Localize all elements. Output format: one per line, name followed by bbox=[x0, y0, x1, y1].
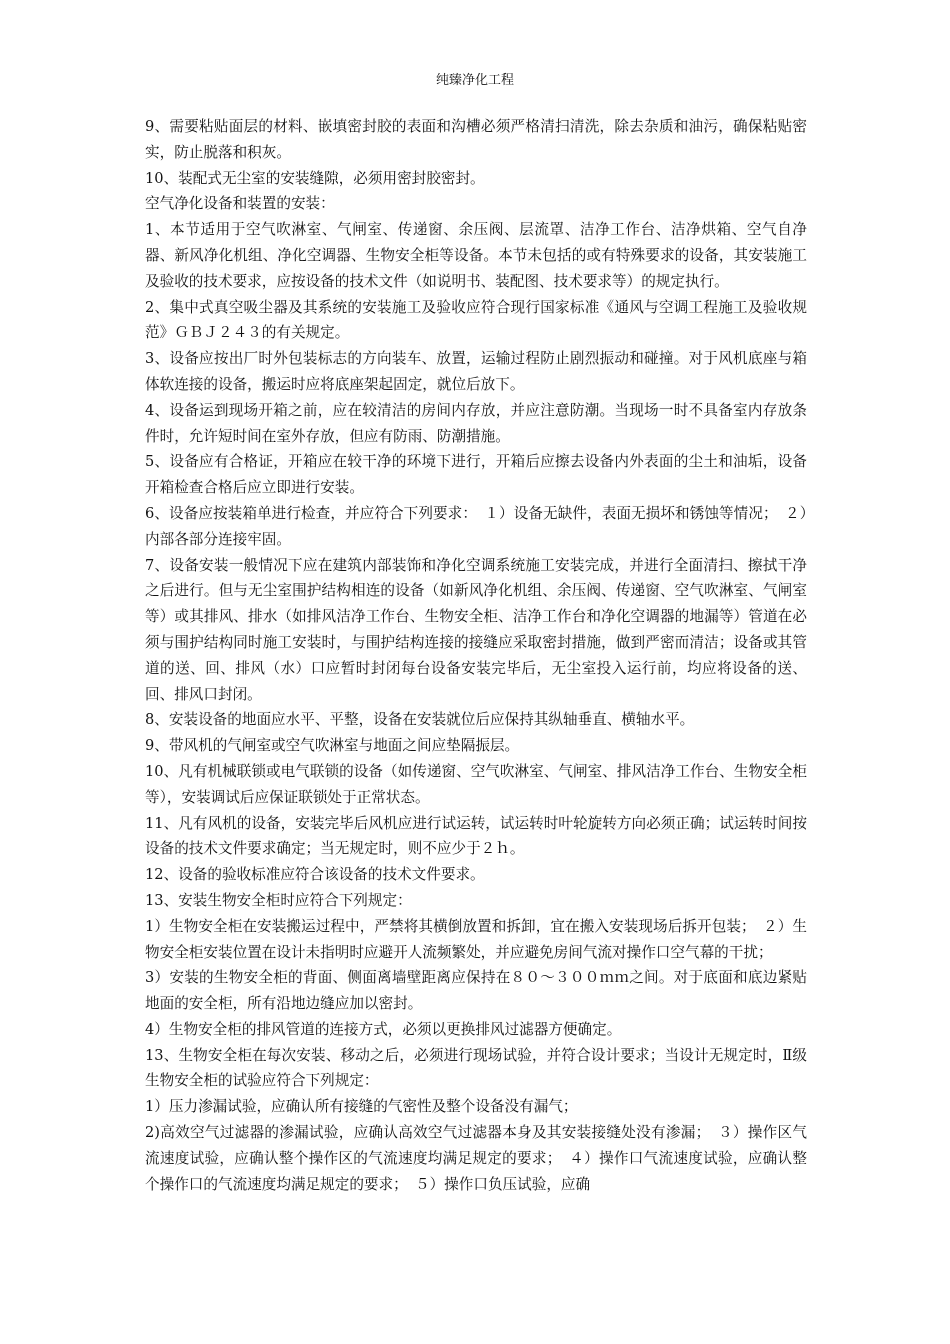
paragraph: 9、带风机的气闸室或空气吹淋室与地面之间应垫隔振层。 bbox=[145, 737, 520, 755]
paragraph: 11、凡有风机的设备，安装完毕后风机应进行试运转，试运转时叶轮旋转方向必须正确；试运转时间按设备的技术文件要求确定；当无规定时，则不应少于２ｈ。 bbox=[145, 814, 807, 858]
paragraph: 7、设备安装一般情况下应在建筑内部装饰和净化空调系统施工安装完成，并进行全面清扫、擦拭干净之后进行。但与无尘室围护结构相连的设备（如新风净化机组、余压阀、传递窗、空气吹淋室、气闸室等）或其排风、排水（如排风洁净工作台、生物安全柜、洁净工作台和净化空调器的地漏等）管道在必须与围护结构同时施工安装时，与围护结构连接的接缝应采取密封措施，做到严密而清洁；设备或其管道的送、回、排风（水）口应暂时封闭每台设备安装完毕后，无尘室投入运行前，均应将设备的送、回、排风口封闭。 bbox=[145, 556, 807, 703]
paragraph: 4、设备运到现场开箱之前，应在较清洁的房间内存放，并应注意防潮。当现场一时不具备室内存放条件时，允许短时间在室外存放，但应有防雨、防潮措施。 bbox=[145, 401, 807, 445]
paragraph: 2、集中式真空吸尘器及其系统的安装施工及验收应符合现行国家标准《通风与空调工程施工及验收规范》ＧＢＪ２４３的有关规定。 bbox=[145, 298, 807, 342]
paragraph: 6、设备应按装箱单进行检查，并应符合下列要求： １）设备无缺件，表面无损坏和锈蚀等情况； ２）内部各部分连接牢固。 bbox=[145, 504, 807, 548]
paragraph: 10、凡有机械联锁或电气联锁的设备（如传递窗、空气吹淋室、气闸室、排风洁净工作台、生物安全柜等），安装调试后应保证联锁处于正常状态。 bbox=[145, 762, 807, 806]
paragraph: 1、本节适用于空气吹淋室、气闸室、传递窗、余压阀、层流罩、洁净工作台、洁净烘箱、空气自净器、新风净化机组、净化空调器、生物安全柜等设备。本节未包括的或有特殊要求的设备，其安装施工及验收的技术要求，应按设备的技术文件（如说明书、装配图、技术要求等）的规定执行。 bbox=[145, 221, 807, 290]
paragraph: 2)高效空气过滤器的渗漏试验，应确认高效空气过滤器本身及其安装接缝处没有渗漏； ３）操作区气流速度试验，应确认整个操作区的气流速度均满足规定的要求； ４）操作口气流速度试验，应确认整个操作口的气流速度均满足规定的要求； ５）操作口负压试验，应确 bbox=[145, 1124, 807, 1193]
paragraph: 13、安装生物安全柜时应符合下列规定： bbox=[145, 891, 412, 909]
paragraph: 13、生物安全柜在每次安装、移动之后，必须进行现场试验，并符合设计要求；当设计无规定时，Ⅱ级生物安全柜的试验应符合下列规定： bbox=[145, 1046, 807, 1090]
paragraph: 3、设备应按出厂时外包装标志的方向装车、放置，运输过程防止剧烈振动和碰撞。对于风机底座与箱体软连接的设备，搬运时应将底座架起固定，就位后放下。 bbox=[145, 350, 807, 393]
paragraph: 4）生物安全柜的排风管道的连接方式，必须以更换排风过滤器方便确定。 bbox=[145, 1020, 622, 1038]
paragraph: 8、安装设备的地面应水平、平整，设备在安装就位后应保持其纵轴垂直、横轴水平。 bbox=[145, 711, 695, 729]
paragraph: 10、装配式无尘室的安装缝隙，必须用密封胶密封。 bbox=[145, 169, 485, 187]
paragraph: 1）生物安全柜在安装搬运过程中，严禁将其横倒放置和拆卸，宜在搬入安装现场后拆开包装； ２）生物安全柜安装位置在设计未指明时应避开人流频繁处，并应避免房间气流对操作口空气幕的干扰； bbox=[145, 917, 807, 961]
document-body bbox=[145, 114, 807, 1197]
paragraph: 1）压力渗漏试验，应确认所有接缝的气密性及整个设备没有漏气； bbox=[145, 1098, 578, 1116]
paragraph: 9、需要粘贴面层的材料、嵌填密封胶的表面和沟槽必须严格清扫清洗，除去杂质和油污，确保粘贴密实，防止脱落和积灰。 bbox=[145, 118, 807, 161]
paragraph: 12、设备的验收标准应符合该设备的技术文件要求。 bbox=[145, 866, 485, 884]
paragraph: 5、设备应有合格证，开箱应在较干净的环境下进行，开箱后应擦去设备内外表面的尘土和油垢，设备开箱检查合格后应立即进行安装。 bbox=[145, 453, 807, 497]
page-header: 纯臻净化工程 bbox=[435, 73, 514, 88]
paragraph: 3）安装的生物安全柜的背面、侧面离墙壁距离应保持在８０～３００ｍｍ之间。对于底面和底边紧贴地面的安全柜，所有沿地边缝应加以密封。 bbox=[145, 969, 807, 1013]
section-heading: 空气净化设备和装置的安装： bbox=[145, 195, 335, 213]
